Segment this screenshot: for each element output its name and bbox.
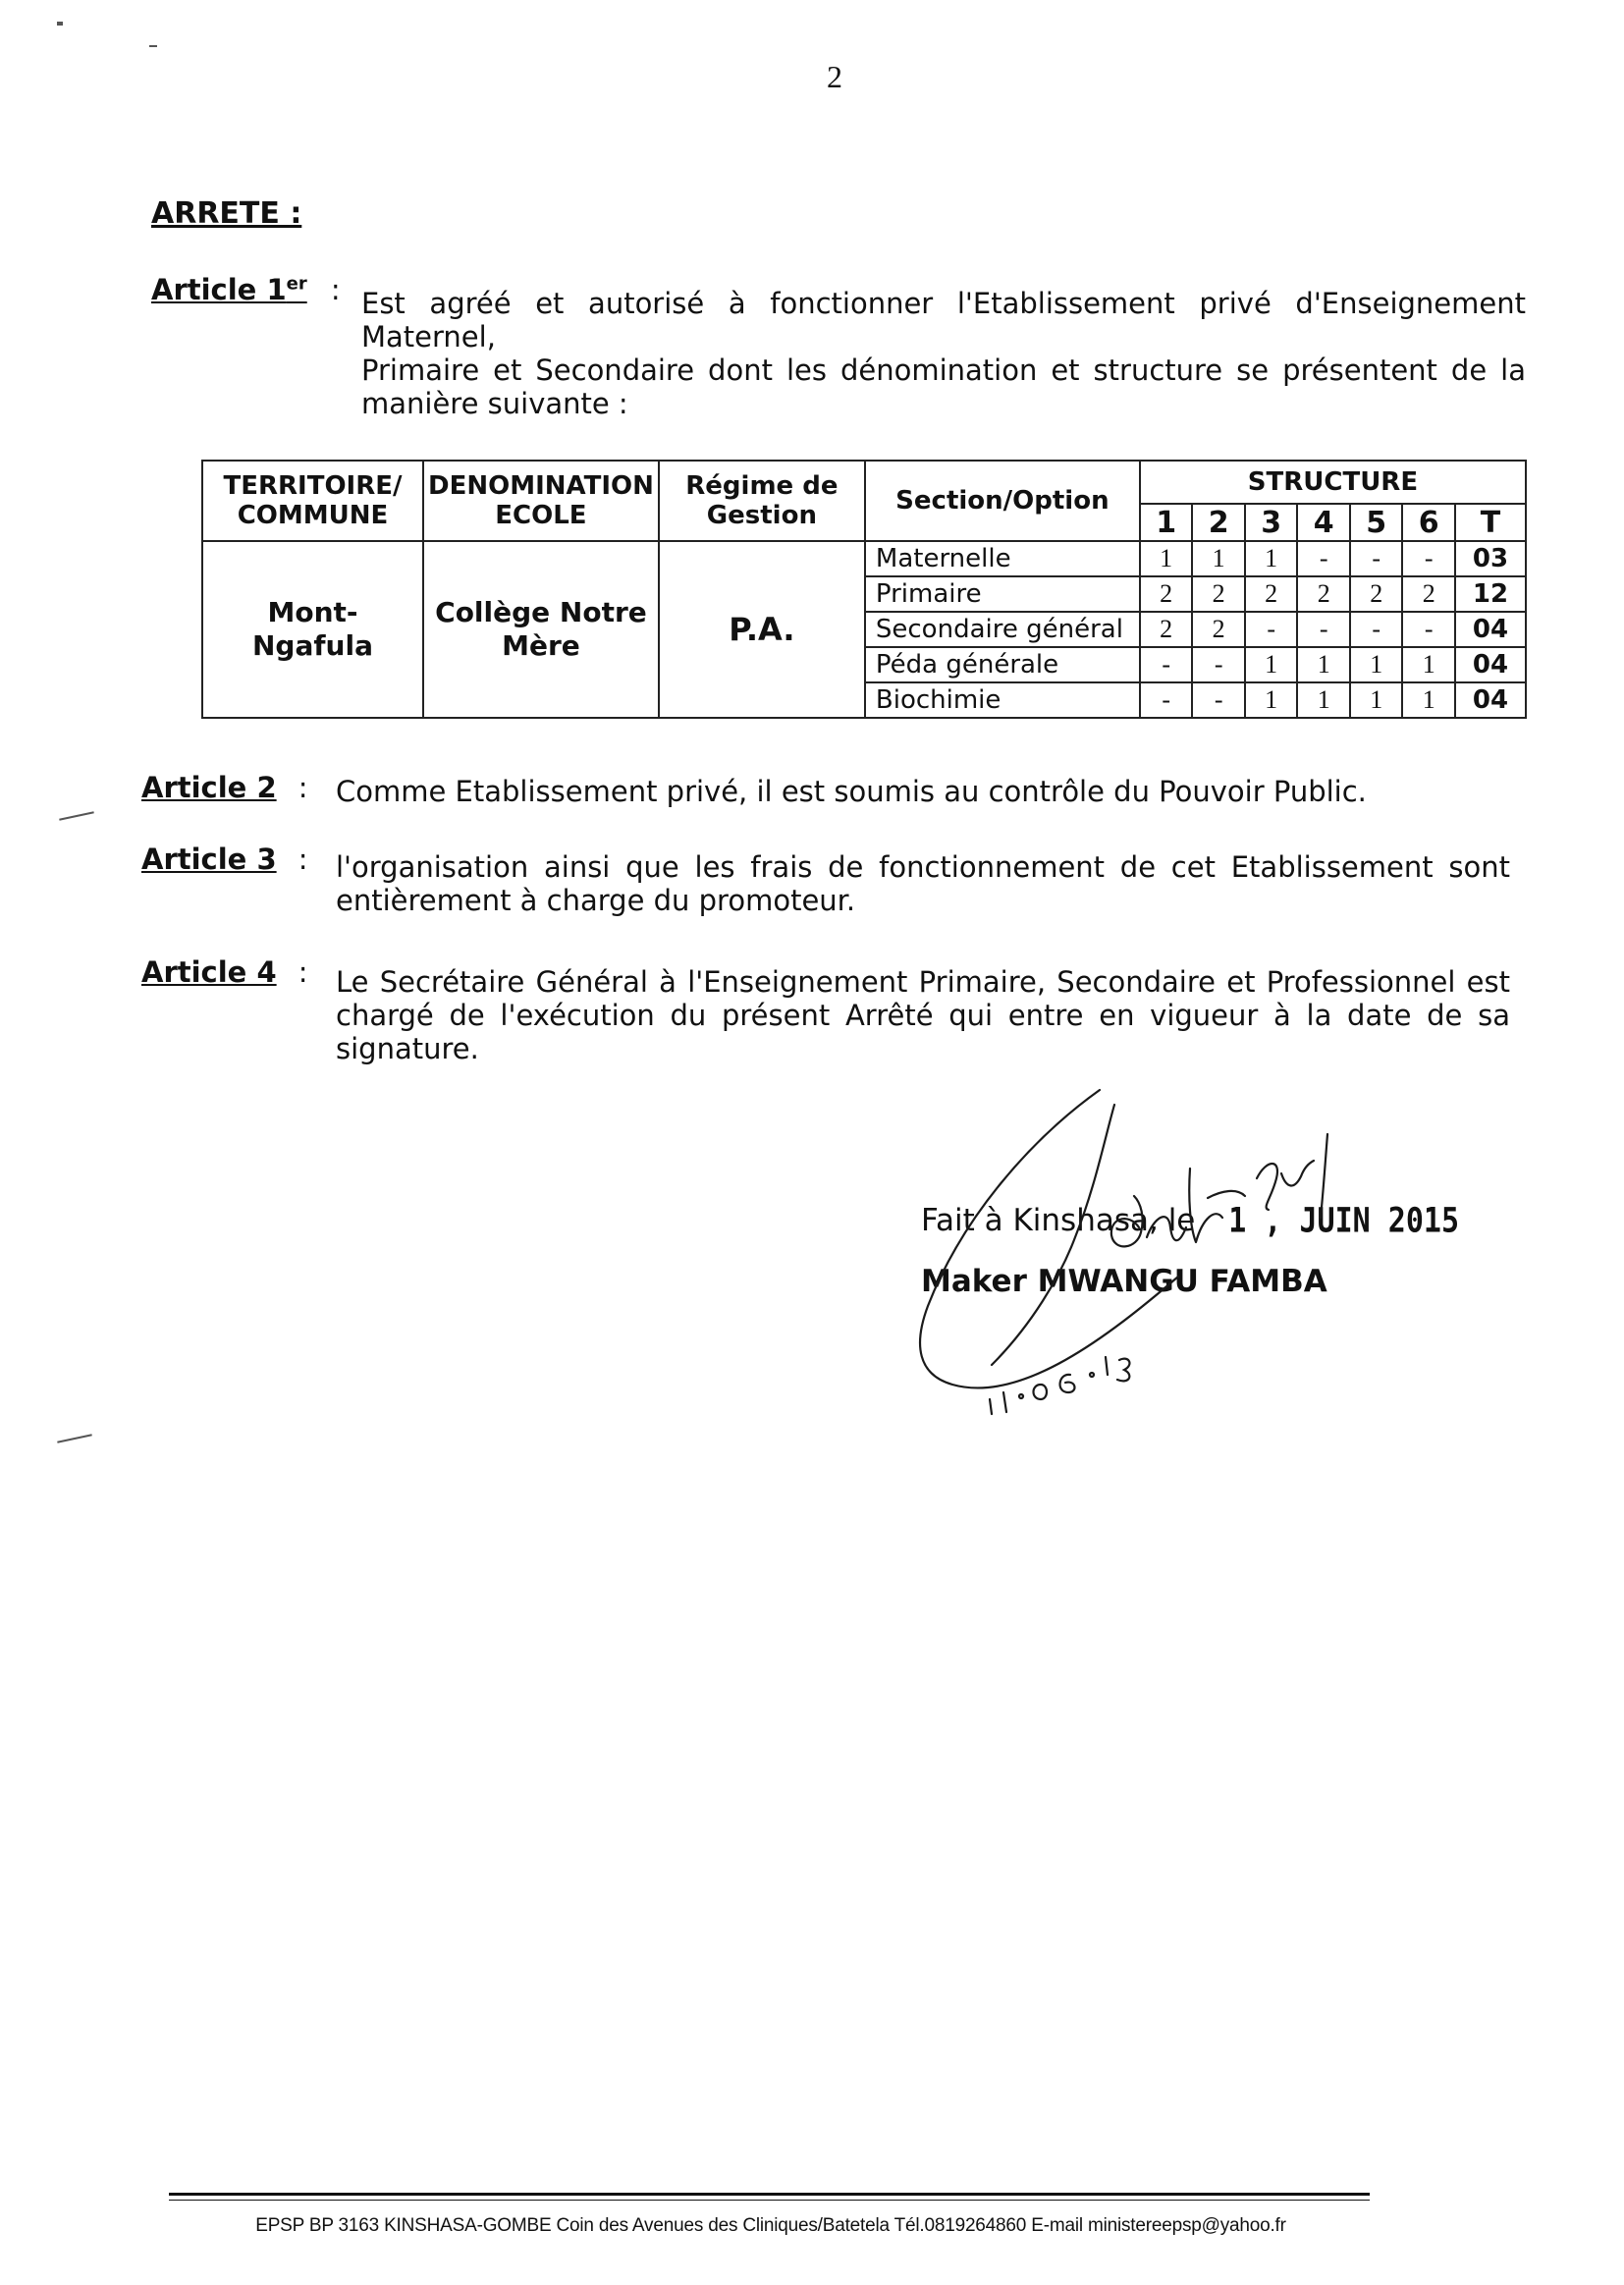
article-label: Article 3 : — [141, 843, 308, 876]
cell-total: 03 — [1455, 541, 1526, 576]
place-text: Fait à Kinshasa, le — [921, 1203, 1196, 1238]
header-col: 6 — [1402, 504, 1455, 541]
cell-value: 2 — [1297, 576, 1350, 612]
cell-section: Primaire — [865, 576, 1140, 612]
article-2 — [141, 771, 1516, 820]
cell-value: 1 — [1297, 647, 1350, 682]
cell-total: 04 — [1455, 682, 1526, 718]
article-text: Le Secrétaire Général à l'Enseignement Primaire, Secondaire et Professionnel est chargé de l'exécution du présent Arrêté qui entre en vigueur à la date de sa signature. — [336, 965, 1510, 1065]
header-col: 4 — [1297, 504, 1350, 541]
article-4 — [141, 955, 1516, 1065]
footer-rule — [169, 2200, 1370, 2201]
header-denomination: DENOMINATION ECOLE — [423, 461, 659, 541]
cell-value: 1 — [1402, 682, 1455, 718]
decree-heading: ARRETE : — [151, 196, 302, 231]
cell-territoire: Mont-Ngafula — [202, 541, 423, 718]
cell-value: 2 — [1402, 576, 1455, 612]
cell-value: - — [1402, 612, 1455, 647]
header-col: 2 — [1192, 504, 1245, 541]
cell-value: 1 — [1350, 647, 1403, 682]
header-col: 3 — [1245, 504, 1298, 541]
header-col: T — [1455, 504, 1526, 541]
cell-total: 04 — [1455, 612, 1526, 647]
footer-rule — [169, 2193, 1370, 2196]
page-number: 2 — [827, 59, 842, 94]
cell-value: 2 — [1192, 612, 1245, 647]
signer-name: Maker MWANGU FAMBA — [921, 1264, 1327, 1299]
footer-address: EPSP BP 3163 KINSHASA-GOMBE Coin des Avenues des Cliniques/Batetela Tél.0819264860 E-mail ministereepsp@yahoo.fr — [255, 2215, 1286, 2236]
article-1 — [151, 267, 1526, 420]
cell-value: 1 — [1140, 541, 1193, 576]
header-regime: Régime de Gestion — [659, 461, 865, 541]
table-row — [202, 541, 1526, 576]
article-text: Est agréé et autorisé à fonctionner l'Etablissement privé d'Enseignement Maternel, Primaire et Secondaire dont les dénomination et structure se présentent de la manière suivante : — [361, 287, 1526, 420]
cell-value: 1 — [1350, 682, 1403, 718]
cell-value: 2 — [1350, 576, 1403, 612]
cell-value: 1 — [1192, 541, 1245, 576]
cell-total: 04 — [1455, 647, 1526, 682]
article-label: Article 1er : — [151, 272, 341, 306]
scan-mark — [149, 45, 157, 47]
cell-value: - — [1350, 612, 1403, 647]
article-label: Article 4 : — [141, 955, 308, 989]
scan-mark — [57, 1434, 92, 1442]
structure-table — [201, 460, 1527, 719]
cell-value: 1 — [1297, 682, 1350, 718]
header-structure: STRUCTURE — [1140, 461, 1526, 504]
cell-value: - — [1402, 541, 1455, 576]
cell-value: - — [1140, 647, 1193, 682]
cell-regime: P.A. — [659, 541, 865, 718]
cell-section: Maternelle — [865, 541, 1140, 576]
cell-value: - — [1140, 682, 1193, 718]
cell-value: - — [1192, 682, 1245, 718]
date-stamp: 1 , JUIN 2015 — [1228, 1201, 1460, 1241]
handwritten-signature — [884, 1080, 1434, 1453]
cell-value: - — [1297, 541, 1350, 576]
scan-mark — [59, 811, 94, 820]
cell-value: - — [1297, 612, 1350, 647]
cell-value: - — [1192, 647, 1245, 682]
cell-value: 1 — [1245, 647, 1298, 682]
cell-section: Péda générale — [865, 647, 1140, 682]
cell-total: 12 — [1455, 576, 1526, 612]
header-col: 1 — [1140, 504, 1193, 541]
article-label: Article 2 : — [141, 771, 308, 804]
cell-value: 1 — [1402, 647, 1455, 682]
article-text: Comme Etablissement privé, il est soumis au contrôle du Pouvoir Public. — [336, 775, 1367, 808]
article-text: l'organisation ainsi que les frais de fonctionnement de cet Etablissement sont entièrement à charge du promoteur. — [336, 850, 1510, 917]
cell-value: - — [1350, 541, 1403, 576]
cell-value: 2 — [1140, 576, 1193, 612]
article-3 — [141, 843, 1516, 931]
cell-section: Secondaire général — [865, 612, 1140, 647]
cell-denomination: Collège Notre Mère — [423, 541, 659, 718]
header-section: Section/Option — [865, 461, 1140, 541]
header-col: 5 — [1350, 504, 1403, 541]
cell-value: 2 — [1140, 612, 1193, 647]
cell-section: Biochimie — [865, 682, 1140, 718]
scan-mark — [57, 22, 63, 26]
cell-value: - — [1245, 612, 1298, 647]
cell-value: 2 — [1245, 576, 1298, 612]
cell-value: 2 — [1192, 576, 1245, 612]
cell-value: 1 — [1245, 682, 1298, 718]
cell-value: 1 — [1245, 541, 1298, 576]
header-territoire: TERRITOIRE/ COMMUNE — [202, 461, 423, 541]
